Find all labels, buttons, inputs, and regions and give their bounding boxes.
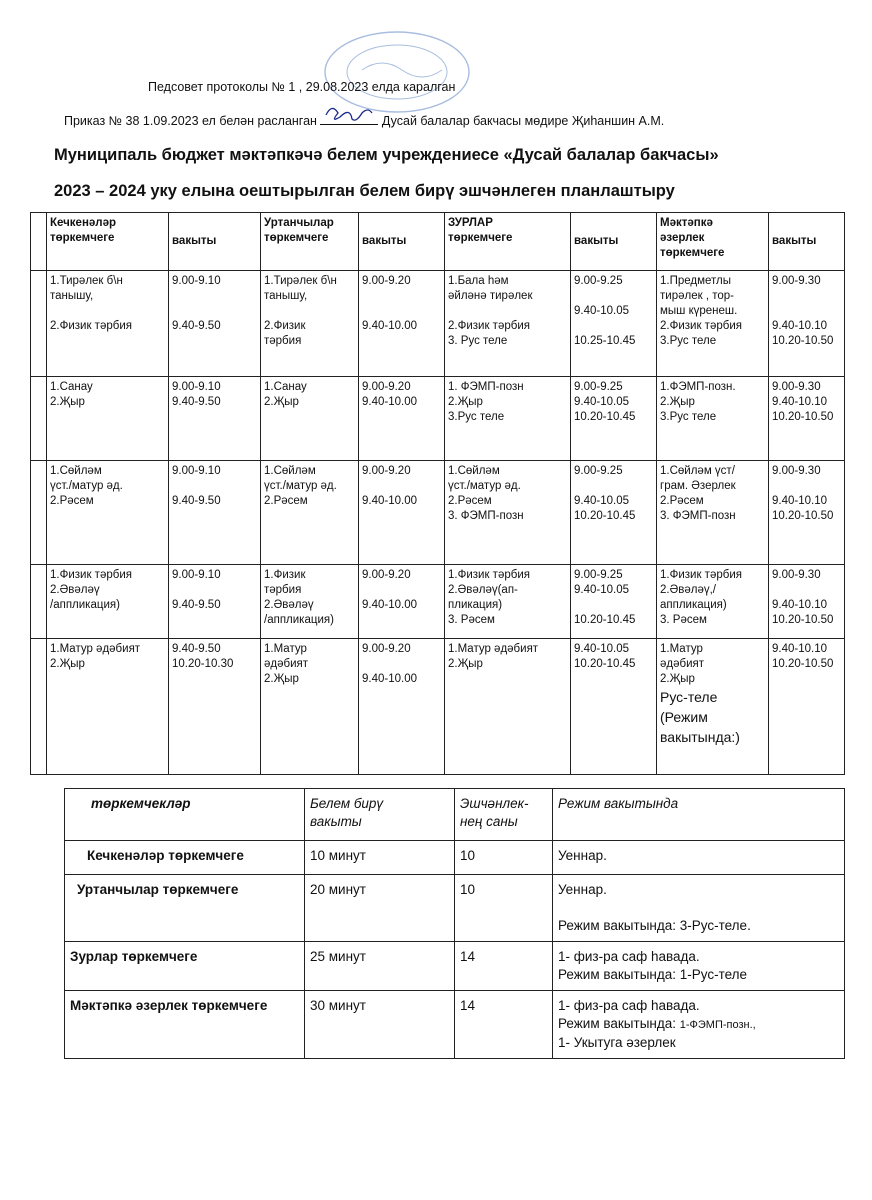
- table-row: [31, 639, 845, 775]
- col-header: вакыты: [169, 213, 261, 271]
- table-cell: 9.00-9.20 9.40-10.00: [359, 461, 445, 565]
- table-cell: 1.Физик тәрбия 2.Әвәләү /аппликация): [47, 565, 169, 639]
- lesson-time: 10 минут: [305, 841, 455, 875]
- table-cell: 9.00-9.10 9.40-9.50: [169, 565, 261, 639]
- table-row: [31, 377, 845, 461]
- table-cell: 9.40-10.10 10.20-10.50: [769, 639, 845, 775]
- col-header: Мәктәпкә әзерлек төркемчеге: [657, 213, 769, 271]
- table-cell: 9.00-9.30 9.40-10.10 10.20-10.50: [769, 377, 845, 461]
- header-protocol-line: Педсовет протоколы № 1 , 29.08.2023 елда каралган: [148, 80, 456, 94]
- header-order-line: [64, 112, 664, 128]
- col-header-text: Белем бирү вакыты: [310, 796, 384, 829]
- table-row: [65, 875, 845, 942]
- col-header: [305, 789, 455, 841]
- table-cell: 1.Физик тәрбия 2.Әвәләү(ап- пликация) 3. Рәсем: [445, 565, 571, 639]
- signature: [320, 112, 378, 125]
- table-cell: 9.00-9.20 9.40-10.00: [359, 565, 445, 639]
- document-title-institution: Муниципаль бюджет мәктәпкәчә белем учреждениесе «Дусай балалар бакчасы»: [54, 146, 719, 164]
- summary-table: [64, 788, 845, 1059]
- group-name: Кечкенәләр төркемчеге: [65, 841, 305, 875]
- table-cell: 9.00-9.10 9.40-9.50: [169, 377, 261, 461]
- col-header: Режим вакытында: [553, 789, 845, 841]
- regime-note: Уеннар. Режим вакытында: 3-Рус-теле.: [553, 875, 845, 942]
- table-cell: 9.00-9.30 9.40-10.10 10.20-10.50: [769, 565, 845, 639]
- table-row: [65, 841, 845, 875]
- col-header: Уртанчылар төркемчеге: [261, 213, 359, 271]
- table-cell: 1.Матур әдәбият 2.Җыр: [47, 639, 169, 775]
- table-cell: 9.40-10.05 10.20-10.45: [571, 639, 657, 775]
- table-cell: 1.Санау 2.Җыр: [47, 377, 169, 461]
- table-cell: 9.00-9.25 9.40-10.05 10.25-10.45: [571, 271, 657, 377]
- group-name: Уртанчылар төркемчеге: [65, 875, 305, 942]
- table-cell: 9.00-9.25 9.40-10.05 10.20-10.45: [571, 377, 657, 461]
- table-cell: 1.Физик тәрбия 2.Әвәләү,/ аппликация) 3. Рәсем: [657, 565, 769, 639]
- day-cell: [31, 565, 47, 639]
- regime-note: 1- физ-ра саф һавада. Режим вакытында: 1-Рус-теле: [553, 942, 845, 991]
- lesson-count: 10: [455, 875, 553, 942]
- col-header: вакыты: [359, 213, 445, 271]
- table-cell: 1.Тирәлек б\н танышу, 2.Физик тәрбия: [47, 271, 169, 377]
- table-cell: 1.Сөйләм үст./матур әд. 2.Рәсем: [47, 461, 169, 565]
- table-row: [31, 461, 845, 565]
- table-cell: 9.00-9.30 9.40-10.10 10.20-10.50: [769, 271, 845, 377]
- lesson-count: 14: [455, 991, 553, 1059]
- table-cell: 9.00-9.20 9.40-10.00: [359, 271, 445, 377]
- table-cell: 9.00-9.20 9.40-10.00: [359, 377, 445, 461]
- day-cell: [31, 271, 47, 377]
- table-cell: [657, 639, 769, 775]
- lesson-time: 30 минут: [305, 991, 455, 1059]
- official-stamp: [322, 30, 472, 114]
- lesson-count: 14: [455, 942, 553, 991]
- day-cell: [31, 377, 47, 461]
- regime-note-b: 1-ФЭМП-позн.,: [679, 1019, 756, 1031]
- table-cell: 1.ФЭМП-позн. 2.Җыр 3.Рус теле: [657, 377, 769, 461]
- day-cell: [31, 639, 47, 775]
- table-cell: 9.00-9.25 9.40-10.05 10.20-10.45: [571, 461, 657, 565]
- table-cell: 1.Физик тәрбия 2.Әвәләү /аппликация): [261, 565, 359, 639]
- table-cell: 9.00-9.20 9.40-10.00: [359, 639, 445, 775]
- table-cell: 9.40-9.50 10.20-10.30: [169, 639, 261, 775]
- table-cell: 1.Предметлы тирәлек , тор- мыш күренеш. 2.Физик тәрбия 3.Рус теле: [657, 271, 769, 377]
- table-cell: 1.Сөйләм үст./матур әд. 2.Рәсем 3. ФЭМП-позн: [445, 461, 571, 565]
- table-row: [65, 942, 845, 991]
- regime-note: [553, 991, 845, 1059]
- schedule-header-row: [31, 213, 845, 271]
- table-cell: 1.Тирәлек б\н танышу, 2.Физик тәрбия: [261, 271, 359, 377]
- table-row: [31, 271, 845, 377]
- lesson-count: 10: [455, 841, 553, 875]
- lesson-time: 25 минут: [305, 942, 455, 991]
- schedule-table: [30, 212, 845, 775]
- table-cell: 1.Матур әдәбият 2.Җыр: [261, 639, 359, 775]
- table-row: [65, 991, 845, 1059]
- table-cell: 9.00-9.25 9.40-10.05 10.20-10.45: [571, 565, 657, 639]
- table-cell: 1.Санау 2.Җыр: [261, 377, 359, 461]
- col-header: төркемчекләр: [65, 789, 305, 841]
- table-cell: 1.Сөйләм үст./матур әд. 2.Рәсем: [261, 461, 359, 565]
- cell-text: 1.Матур әдәбият 2.Җыр: [660, 643, 705, 685]
- col-header: ЗУРЛАР төркемчеге: [445, 213, 571, 271]
- day-header-cell: [31, 213, 47, 271]
- col-header-text: Эшчәнлек- нең саны: [460, 796, 529, 829]
- table-cell: 9.00-9.10 9.40-9.50: [169, 461, 261, 565]
- col-header: Кечкенәләр төркемчеге: [47, 213, 169, 271]
- col-header: вакыты: [571, 213, 657, 271]
- group-name: Зурлар төркемчеге: [65, 942, 305, 991]
- table-cell: 9.00-9.10 9.40-9.50: [169, 271, 261, 377]
- order-text: Приказ № 38 1.09.2023 ел белән расланган: [64, 114, 317, 128]
- day-cell: [31, 461, 47, 565]
- document-title-plan: 2023 – 2024 уку елына оештырылган белем бирү эшчәнлеген планлаштыру: [54, 182, 675, 200]
- table-cell: 1.Матур әдәбият 2.Җыр: [445, 639, 571, 775]
- table-cell: 1.Бала һәм әйләнә тирәлек 2.Физик тәрбия 3. Рус теле: [445, 271, 571, 377]
- head-text: Дусай балалар бакчасы мөдире Җиһаншин А.М.: [381, 114, 665, 128]
- table-cell: 1.Сөйләм үст/ грам. Әзерлек 2.Рәсем 3. ФЭМП-позн: [657, 461, 769, 565]
- col-header: вакыты: [769, 213, 845, 271]
- table-cell: 9.00-9.30 9.40-10.10 10.20-10.50: [769, 461, 845, 565]
- table-row: [31, 565, 845, 639]
- regime-note-a: 1- физ-ра саф һавада. Режим вакытында:: [558, 998, 700, 1031]
- russian-note: Рус-теле (Режим вакытында:): [660, 689, 740, 745]
- summary-header-row: [65, 789, 845, 841]
- regime-note-c: 1- Укытуга әзерлек: [558, 1035, 676, 1050]
- table-cell: 1. ФЭМП-позн 2.Җыр 3.Рус теле: [445, 377, 571, 461]
- col-header: [455, 789, 553, 841]
- group-name: Мәктәпкә әзерлек төркемчеге: [65, 991, 305, 1059]
- regime-note: Уеннар.: [553, 841, 845, 875]
- lesson-time: 20 минут: [305, 875, 455, 942]
